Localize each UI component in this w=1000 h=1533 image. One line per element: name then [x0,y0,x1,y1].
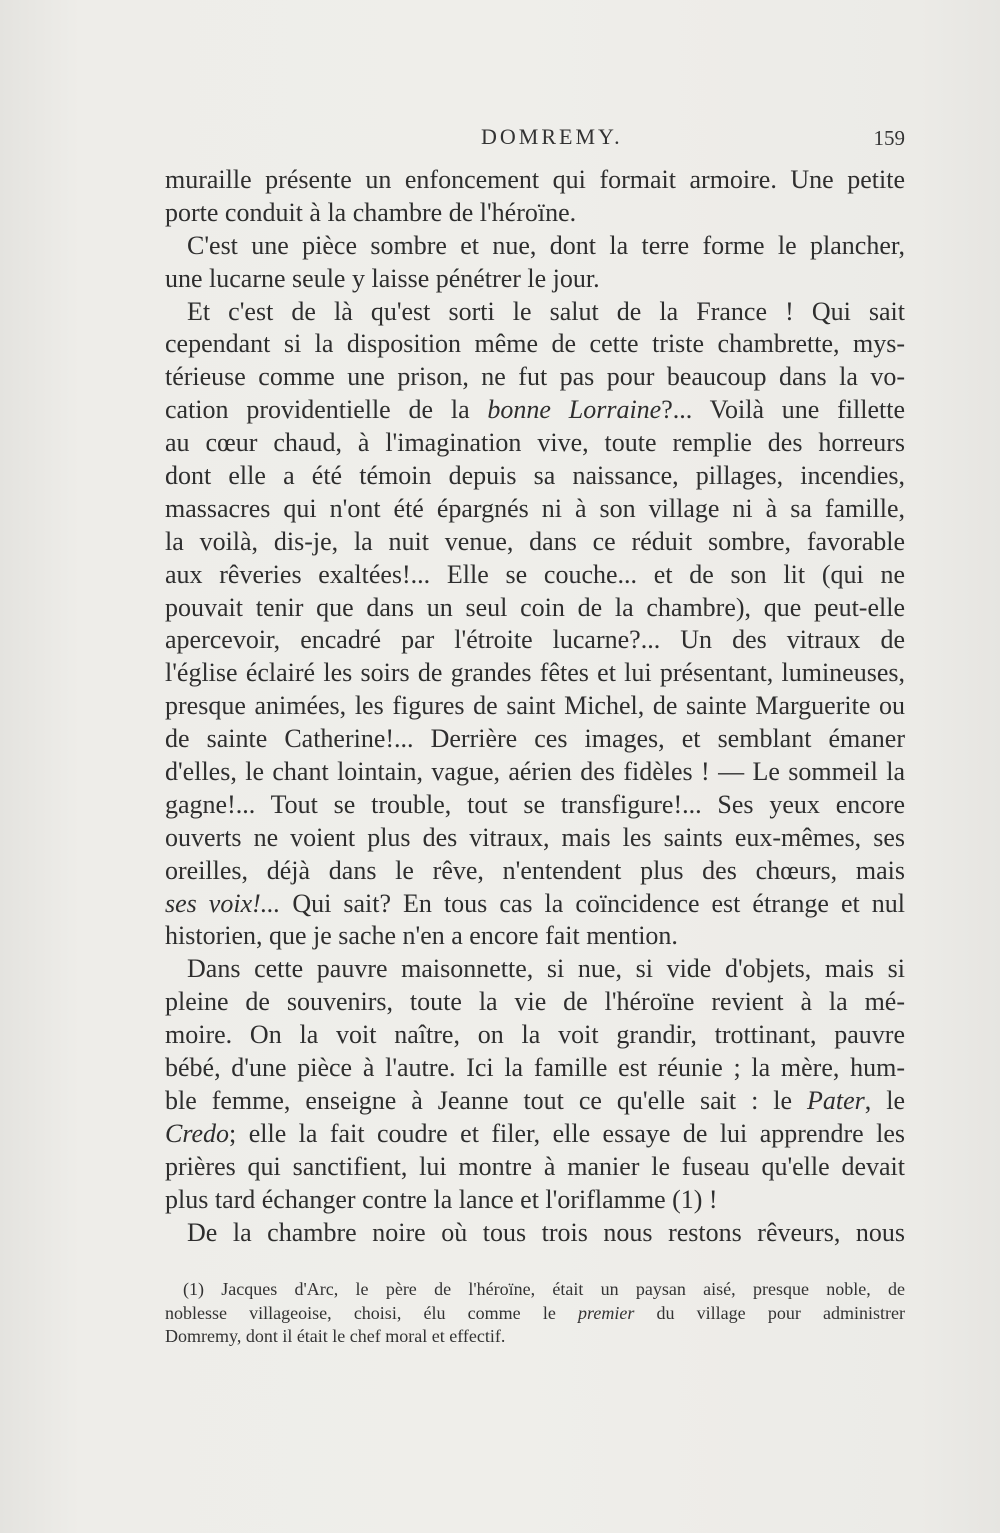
text-line [165,1085,905,1118]
text-line: presque animées, les figures de saint Michel, de sainte Marguerite ou [165,691,905,721]
text-line: apercevoir, encadré par l'étroite lucarne?... Un des vitraux de [165,625,905,655]
text-fragment: , le [864,1085,905,1115]
text-line: porte conduit à la chambre de l'héroïne. [165,197,577,227]
text-line: moire. On la voit naître, on la voit grandir, trottinant, pauvre [165,1020,905,1050]
text-line: l'église éclairé les soirs de grandes fêtes et lui présentant, lumineuses, [165,658,905,688]
text-line: de sainte Catherine!... Derrière ces images, et semblant émaner [165,724,905,754]
page-header [165,124,905,164]
italic-phrase: Pater [807,1085,865,1115]
text-line: pouvait tenir que dans un seul coin de la chambre), que peut-elle [165,592,905,622]
text-fragment: ?... Voilà une fillette [661,395,905,425]
text-line: bébé, d'une pièce à l'autre. Ici la famille est réunie ; la mère, hum- [165,1053,905,1083]
italic-phrase: Credo [165,1118,230,1148]
text-fragment: Qui sait? En tous cas la coïncidence est étrange et nul [280,888,905,918]
italic-phrase: premier [578,1302,635,1323]
text-line: d'elles, le chant lointain, vague, aérien des fidèles ! — Le sommeil la [165,757,905,787]
text-line: C'est une pièce sombre et nue, dont la terre forme le plancher, [187,230,905,260]
footnote-line: (1) Jacques d'Arc, le père de l'héroïne, était un paysan aisé, presque noble, de [183,1279,905,1299]
text-line: ouverts ne voient plus des vitraux, mais les saints eux-mêmes, ses [165,822,905,852]
text-line: Et c'est de là qu'est sorti le salut de la France ! Qui sait [187,296,905,326]
text-line: gagne!... Tout se trouble, tout se transfigure!... Ses yeux encore [165,789,905,819]
text-fragment: du village pour administrer [634,1302,905,1323]
text-line: dont elle a été témoin depuis sa naissance, pillages, incendies, [165,461,905,491]
text-line: pleine de souvenirs, toute la vie de l'héroïne revient à la mé- [165,987,905,1017]
body-text [165,164,905,1249]
text-line: la voilà, dis-je, la nuit venue, dans ce réduit sombre, favorable [165,526,905,556]
italic-phrase: ses voix!... [165,888,281,918]
footnote-line: Domremy, dont il était le chef moral et effectif. [165,1326,506,1346]
text-line: plus tard échanger contre la lance et l'oriflamme (1) ! [165,1184,718,1214]
text-line: massacres qui n'ont été épargnés ni à son village ni à sa famille, [165,493,905,523]
text-fragment: cation providentielle de la [165,395,488,425]
text-line: Dans cette pauvre maisonnette, si nue, si vide d'objets, mais si [187,954,905,984]
text-line [165,1118,905,1151]
text-fragment: noblesse villageoise, choisi, élu comme le [165,1302,578,1323]
text-line [165,394,905,427]
text-line: prières qui sanctifient, lui montre à manier le fuseau qu'elle devait [165,1151,905,1181]
text-line: une lucarne seule y laisse pénétrer le jour. [165,263,600,293]
text-fragment: ble femme, enseigne à Jeanne tout ce qu'elle sait : le [165,1085,808,1115]
text-line: muraille présente un enfoncement qui formait armoire. Une petite [165,165,905,194]
text-line: térieuse comme une prison, ne fut pas pour beaucoup dans la vo- [165,362,905,392]
text-line [165,888,905,921]
page-number: 159 [873,126,905,150]
text-line: aux rêveries exaltées!... Elle se couche... et de son lit (qui ne [165,559,905,589]
text-line: oreilles, déjà dans le rêve, n'entendent plus des chœurs, mais [165,855,905,885]
text-line: historien, que je sache n'en a encore fait mention. [165,921,678,951]
running-head: DOMREMY. [481,124,623,149]
text-line: au cœur chaud, à l'imagination vive, toute remplie des horreurs [165,428,905,458]
text-line: cependant si la disposition même de cette triste chambrette, mys- [165,329,905,359]
text-fragment: ; elle la fait coudre et filer, elle essaye de lui apprendre les [229,1118,905,1148]
footnotes [165,1278,905,1349]
footnote-line [165,1302,905,1326]
italic-phrase: bonne Lorraine [487,395,662,425]
text-line: De la chambre noire où tous trois nous restons rêveurs, nous [187,1217,905,1247]
